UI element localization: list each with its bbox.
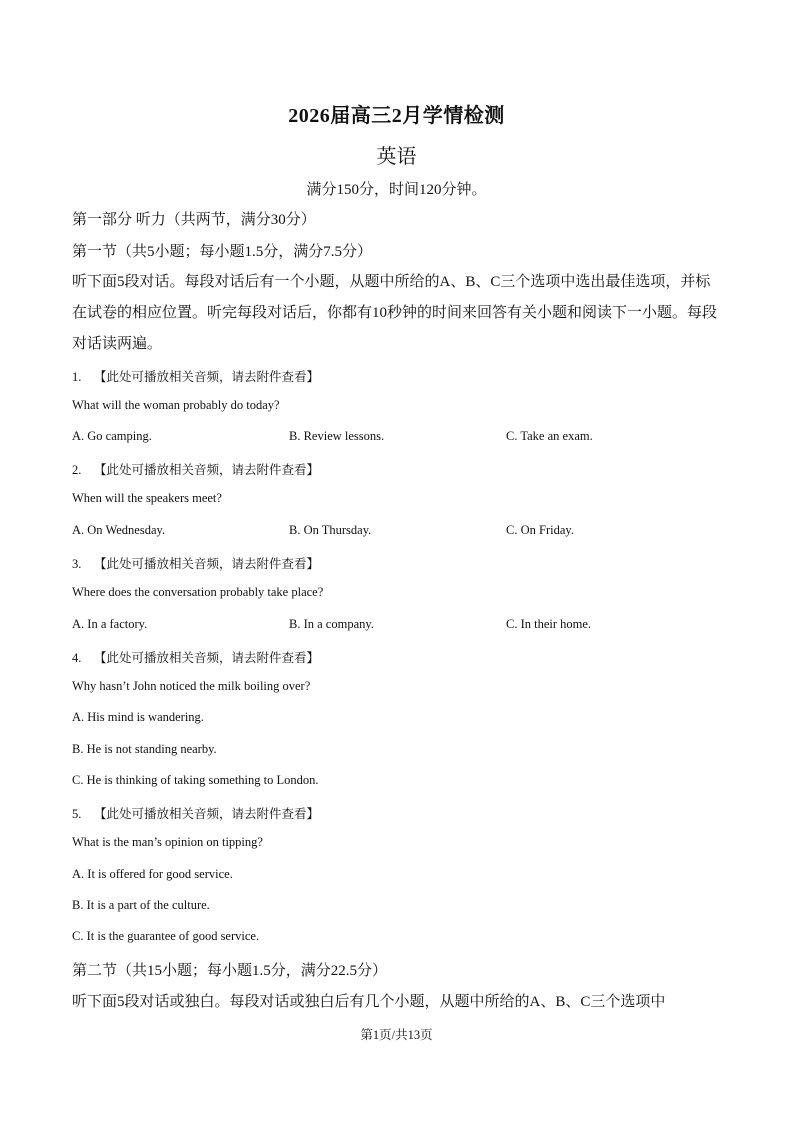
audio-note[interactable]: 【此处可播放相关音频，请去附件查看】 <box>94 463 320 477</box>
question-4-option-c: C. He is thinking of taking something to London. <box>72 773 319 787</box>
question-2-stem: When will the speakers meet? <box>72 491 222 505</box>
question-4-audio[interactable] <box>72 648 319 666</box>
question-number: 3. <box>72 557 82 571</box>
question-3-option-b: B. In a company. <box>289 617 374 631</box>
question-number: 4. <box>72 651 82 665</box>
question-3-audio[interactable] <box>72 554 319 572</box>
exam-meta: 满分150分，时间120分钟。 <box>306 182 487 198</box>
question-2-option-c: C. On Friday. <box>506 523 574 537</box>
question-3-stem: Where does the conversation probably take place? <box>72 585 324 599</box>
question-1-option-a: A. Go camping. <box>72 429 152 443</box>
section2-heading: 第二节（共15小题；每小题1.5分，满分22.5分） <box>72 963 388 979</box>
question-2-option-b: B. On Thursday. <box>289 523 372 537</box>
question-1-option-c: C. Take an exam. <box>506 429 593 443</box>
audio-note[interactable]: 【此处可播放相关音频，请去附件查看】 <box>94 370 320 384</box>
section1-instructions: 听下面5段对话。每段对话后有一个小题，从题中所给的A、B、C三个选项中选出最佳选项，并标在试卷的相应位置。听完每段对话后，你都有10秒钟的时间来回答有关小题和阅读下一小题。每段对话读两遍。 <box>72 274 718 352</box>
question-1-option-b: B. Review lessons. <box>289 429 385 443</box>
question-4-stem: Why hasn’t John noticed the milk boiling over? <box>72 679 311 693</box>
question-4-option-b: B. He is not standing nearby. <box>72 742 217 756</box>
question-4-option-a: A. His mind is wandering. <box>72 710 204 724</box>
exam-title: 2026届高三2月学情检测 <box>288 105 505 127</box>
question-1-audio[interactable] <box>72 367 319 385</box>
question-3-option-c: C. In their home. <box>506 617 592 631</box>
question-1-stem: What will the woman probably do today? <box>72 398 280 412</box>
question-2-option-a: A. On Wednesday. <box>72 523 166 537</box>
question-5-option-a: A. It is offered for good service. <box>72 867 233 881</box>
section1-heading: 第一节（共5小题；每小题1.5分，满分7.5分） <box>72 244 373 260</box>
section2-instructions: 听下面5段对话或独白。每段对话或独白后有几个小题，从题中所给的A、B、C三个选项中 <box>72 994 666 1010</box>
audio-note[interactable]: 【此处可播放相关音频，请去附件查看】 <box>94 557 320 571</box>
question-number: 1. <box>72 370 82 384</box>
question-5-stem: What is the man’s opinion on tipping? <box>72 835 263 849</box>
question-5-option-b: B. It is a part of the culture. <box>72 898 210 912</box>
question-3-option-a: A. In a factory. <box>72 617 148 631</box>
question-5-audio[interactable] <box>72 804 319 822</box>
exam-subject: 英语 <box>376 146 417 168</box>
question-2-audio[interactable] <box>72 460 319 478</box>
audio-note[interactable]: 【此处可播放相关音频，请去附件查看】 <box>94 807 320 821</box>
question-number: 2. <box>72 463 82 477</box>
part1-heading: 第一部分 听力（共两节，满分30分） <box>72 212 316 228</box>
question-5-option-c: C. It is the guarantee of good service. <box>72 929 260 943</box>
question-number: 5. <box>72 807 82 821</box>
audio-note[interactable]: 【此处可播放相关音频，请去附件查看】 <box>94 651 320 665</box>
page-footer: 第1页/共13页 <box>360 1028 433 1042</box>
